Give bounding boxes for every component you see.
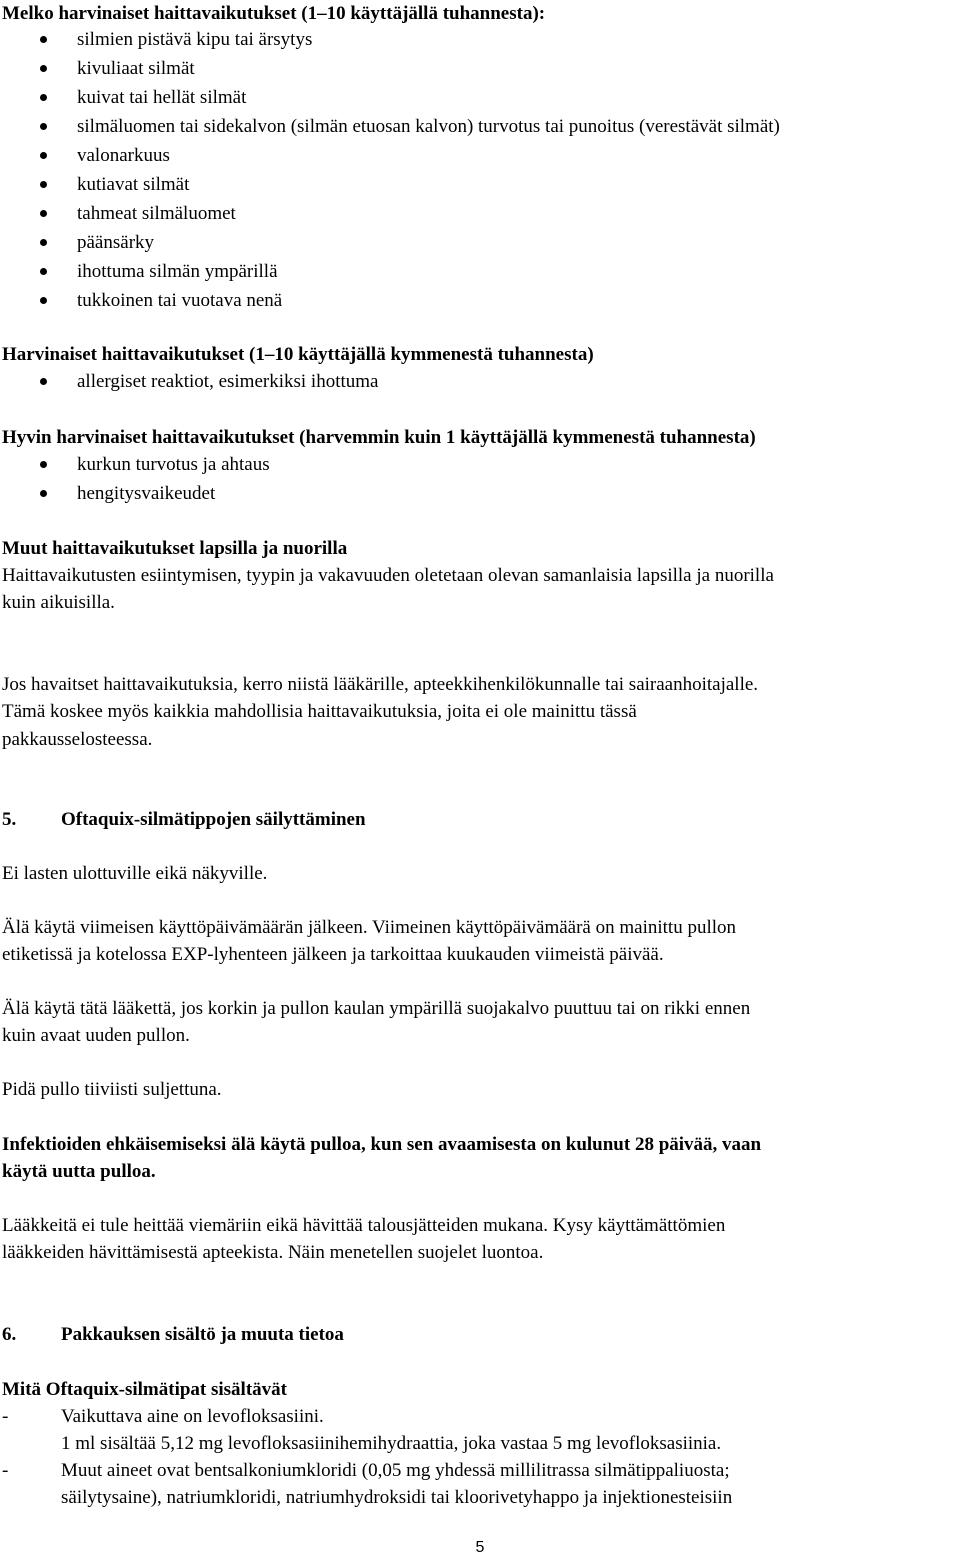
page-number: 5 <box>475 1539 485 1556</box>
children-heading: Muut haittavaikutukset lapsilla ja nuorilla <box>2 538 348 559</box>
bullet-icon <box>40 210 47 217</box>
paragraph-line: Pidä pullo tiiviisti suljettuna. <box>2 1079 222 1100</box>
list-item: Vaikuttava aine on levofloksasiini. <box>61 1406 324 1427</box>
list-item: hengitysvaikeudet <box>77 483 216 504</box>
paragraph-line: kuin avaat uuden pullon. <box>2 1025 190 1046</box>
bullet-icon <box>40 239 47 246</box>
list-item: tahmeat silmäluomet <box>77 203 236 224</box>
section-number: 5. <box>2 809 17 830</box>
list-item: päänsärky <box>77 232 155 253</box>
rare-heading: Harvinaiset haittavaikutukset (1–10 käyttäjällä kymmenestä tuhannesta) <box>2 344 594 365</box>
section-title: Pakkauksen sisältö ja muuta tietoa <box>61 1324 344 1345</box>
paragraph-line: Haittavaikutusten esiintymisen, tyypin ja vakavuuden oletetaan olevan samanlaisia lapsilla ja nuorilla <box>2 565 774 586</box>
bullet-icon <box>40 65 47 72</box>
bullet-icon <box>40 123 47 130</box>
paragraph-line: Älä käytä viimeisen käyttöpäivämäärän jälkeen. Viimeinen käyttöpäivämäärä on mainittu pullon <box>2 917 736 938</box>
bullet-icon <box>40 94 47 101</box>
paragraph-line: pakkausselosteessa. <box>2 729 153 750</box>
list-item: silmien pistävä kipu tai ärsytys <box>77 29 313 50</box>
bullet-icon <box>40 297 47 304</box>
uncommon-heading: Melko harvinaiset haittavaikutukset (1–10 käyttäjällä tuhannesta): <box>2 3 546 24</box>
dash-bullet: - <box>2 1460 9 1481</box>
paragraph-line: Älä käytä tätä lääkettä, jos korkin ja pullon kaulan ympärillä suojakalvo puuttuu tai on rikki ennen <box>2 998 751 1019</box>
list-item: kivuliaat silmät <box>77 58 195 79</box>
list-item: tukkoinen tai vuotava nenä <box>77 290 283 311</box>
list-item: kutiavat silmät <box>77 174 190 195</box>
very-rare-heading: Hyvin harvinaiset haittavaikutukset (harvemmin kuin 1 käyttäjällä kymmenestä tuhannesta) <box>2 427 756 448</box>
bullet-icon <box>40 268 47 275</box>
subheading: Mitä Oftaquix-silmätipat sisältävät <box>2 1379 287 1400</box>
paragraph-line: kuin aikuisilla. <box>2 592 115 613</box>
paragraph-line: Lääkkeitä ei tule heittää viemäriin eikä hävittää talousjätteiden mukana. Kysy käyttämättömien <box>2 1215 726 1236</box>
bullet-icon <box>40 378 47 385</box>
paragraph-line: Jos havaitset haittavaikutuksia, kerro niistä lääkärille, apteekkihenkilökunnalle tai sairaanhoitajalle. <box>2 674 759 695</box>
list-item: säilytysaine), natriumkloridi, natriumhydroksidi tai kloorivetyhappo ja injektionesteisiin <box>61 1487 733 1508</box>
warning-line: Infektioiden ehkäisemiseksi älä käytä pulloa, kun sen avaamisesta on kulunut 28 päivää, vaan <box>2 1134 762 1155</box>
bullet-icon <box>40 461 47 468</box>
list-item: allergiset reaktiot, esimerkiksi ihottuma <box>77 371 379 392</box>
section-title: Oftaquix-silmätippojen säilyttäminen <box>61 809 366 830</box>
dash-bullet: - <box>2 1406 9 1427</box>
list-item: Muut aineet ovat bentsalkoniumkloridi (0,05 mg yhdessä millilitrassa silmätippaliuosta; <box>61 1460 730 1481</box>
bullet-icon <box>40 152 47 159</box>
list-item: kurkun turvotus ja ahtaus <box>77 454 270 475</box>
list-item: silmäluomen tai sidekalvon (silmän etuosan kalvon) turvotus tai punoitus (verestävät silmät) <box>77 116 780 137</box>
bullet-icon <box>40 181 47 188</box>
section-number: 6. <box>2 1324 17 1345</box>
paragraph-line: Tämä koskee myös kaikkia mahdollisia haittavaikutuksia, joita ei ole mainittu tässä <box>2 701 637 722</box>
bullet-icon <box>40 36 47 43</box>
list-item: ihottuma silmän ympärillä <box>77 261 278 282</box>
bullet-icon <box>40 490 47 497</box>
list-item: kuivat tai hellät silmät <box>77 87 247 108</box>
paragraph-line: etiketissä ja kotelossa EXP-lyhenteen jälkeen ja tarkoittaa kuukauden viimeistä päivää. <box>2 944 664 965</box>
paragraph-line: Ei lasten ulottuville eikä näkyville. <box>2 863 268 884</box>
paragraph-line: lääkkeiden hävittämisestä apteekista. Näin menetellen suojelet luontoa. <box>2 1242 544 1263</box>
list-item: 1 ml sisältää 5,12 mg levofloksasiinihemihydraattia, joka vastaa 5 mg levofloksasiinia. <box>61 1433 722 1454</box>
list-item: valonarkuus <box>77 145 170 166</box>
warning-line: käytä uutta pulloa. <box>2 1161 156 1182</box>
